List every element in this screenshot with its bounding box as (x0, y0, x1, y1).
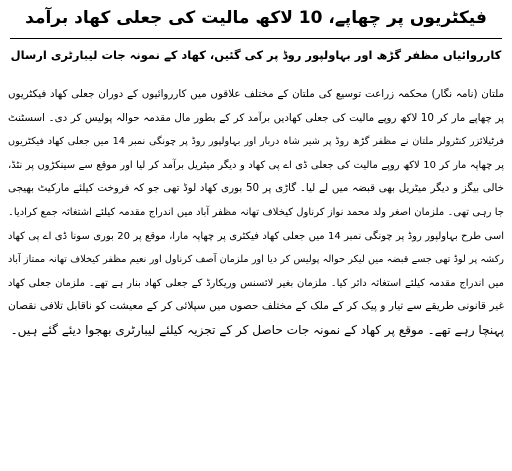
body-line: اسی طرح بہاولپور روڈ پر چونگی نمبر 14 میں جعلی کھاد فیکٹری پر چھاپہ مارا، موقع پر 20 بوری سونا ڈی اے پی کھاد (8, 230, 504, 242)
subheadline: کارروائیاں مظفر گڑھ اور بہاولپور روڈ پر کی گئیں، کھاد کے نمونہ جات لیبارٹری ارسال (10, 48, 502, 62)
body-line: پہنچا رہے تھے۔ موقع پر کھاد کے نمونہ جات حاصل کر کے تجزیہ کیلئے لیبارٹری بھجوا دیئے گئے ہیں۔ (10, 322, 504, 337)
headline-divider (10, 38, 502, 39)
body-line: پر چھاپہ مار کر 10 لاکھ روپے مالیت کی جعلی ڈی اے پی کھاد و دیگر میٹریل برآمد کر لیا اور موقع سے سینکڑوں پر نٹڈ، (8, 159, 504, 171)
body-line: غیر قانونی طریقے سے تیار و پیک کر کے ملک کے مختلف حصوں میں سپلائی کر کے معیشت کو ناقابل تلافی نقصان (8, 300, 504, 313)
body-line: پر چھاپے مار کر 10 لاکھ روپے مالیت کی جعلی کھادیں برآمد کر کے بطور مال مقدمہ حوالہ پولیس کر دی۔ اسسٹنٹ (8, 111, 504, 124)
article-body (8, 83, 504, 343)
body-line: میں اندراج مقدمہ کیلئے استغاثہ دائر کیا۔ ملزمان بغیر لائسنس وریکارڈ کے جعلی کھاد بنار ہے تھے۔ ملزمان جعلی کھاد (8, 277, 504, 289)
body-line: خالی بیگز و دیگر میٹریل بھی قبضہ میں لے لیا۔ گاڑی پر 50 بوری کھاد لوڈ تھی جو کہ فروخت کیلئے مارکیٹ بھیجی (8, 182, 504, 195)
body-line: ملتان (نامہ نگار) محکمہ زراعت توسیع کی ملتان کے مختلف علاقوں میں کارروائیوں کے دوران جعلی کھاد فیکٹریوں (8, 88, 504, 100)
body-line: جا رہی تھی۔ ملزمان اصغر ولد محمد نواز کرناول کیخلاف تھانہ مظفر آباد میں اندراج مقدمہ کیلئے اشتغاثہ جمع کرادیا۔ (8, 206, 504, 218)
headline: فیکٹریوں پر چھاپے، 10 لاکھ مالیت کی جعلی کھاد برآمد (25, 8, 487, 28)
body-line: فرٹیلائزر کنٹرولر ملتان نے مظفر گڑھ روڈ پر شیر شاہ دربار اور بہاولپور روڈ پر چونگی نمبر 14 میں جعلی کھاد فیکٹریوں (8, 136, 504, 148)
body-line: رکشہ پر لوڈ تھی جسے قبضہ میں لیکر حوالہ پولیس کر دیا اور ملزمان آصف کرناول اور نعیم مظفر کیخلاف تھانہ ممتاز آباد (8, 254, 504, 266)
